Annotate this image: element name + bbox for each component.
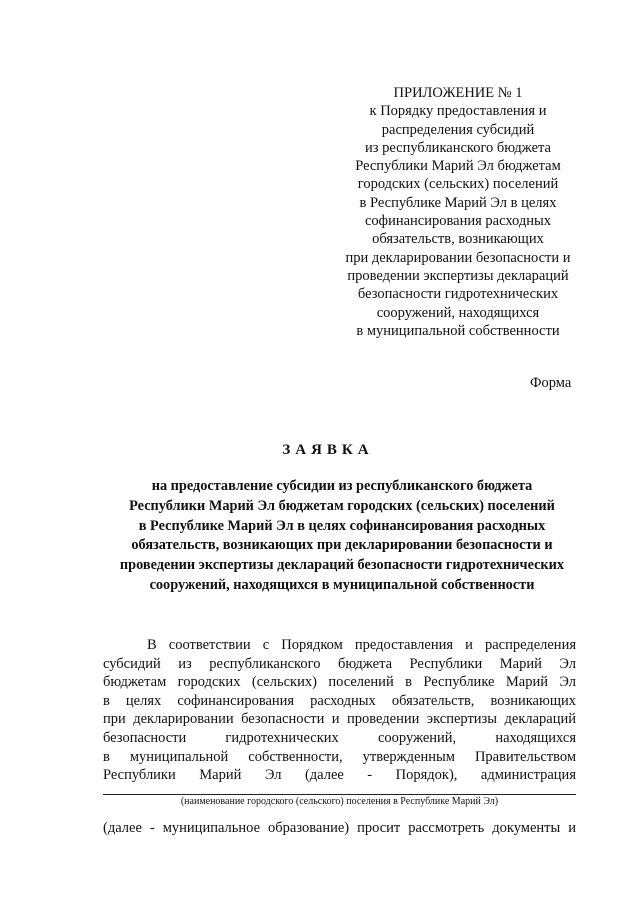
fill-in-caption: (наименование городского (сельского) поселения в Республике Марий Эл) <box>180 796 499 807</box>
appendix-line: распределения субсидий <box>381 121 535 138</box>
body-line: безопасности гидротехнических сооружений, находящихся <box>103 729 576 746</box>
subtitle-line: на предоставление субсидии из республиканского бюджета <box>151 478 533 494</box>
form-label: Форма <box>530 375 572 391</box>
fill-in-line <box>103 794 576 795</box>
appendix-line: безопасности гидротехнических <box>357 286 559 303</box>
subtitle-line: сооружений, находящихся в муниципальной собственности <box>149 576 535 593</box>
appendix-line: сооружений, находящихся <box>376 304 540 321</box>
document-subtitle <box>100 477 584 596</box>
body-line: бюджетам городских (сельских) поселений в Республике Марий Эл <box>103 674 576 691</box>
appendix-line: в Республике Марий Эл в целях <box>359 194 557 211</box>
subtitle-line: Республики Марий Эл бюджетам городских (сельских) поселений <box>129 497 555 514</box>
appendix-line: городских (сельских) поселений <box>357 176 559 193</box>
appendix-line: Республики Марий Эл бюджетам <box>355 158 561 175</box>
body-line: в целях софинансирования расходных обязательств, возникающих <box>103 692 576 709</box>
body-line: субсидий из республиканского бюджета Республики Марий Эл <box>103 655 576 672</box>
appendix-line: при декларировании безопасности и <box>345 249 571 266</box>
body-paragraph <box>103 636 576 785</box>
body-line: в муниципальной собственности, утвержденным Правительством <box>103 748 576 765</box>
body-line: при декларировании безопасности и проведении экспертизы деклараций <box>103 711 576 728</box>
appendix-line: к Порядку предоставления и <box>369 103 547 120</box>
appendix-line: из республиканского бюджета <box>365 139 551 156</box>
subtitle-line: обязательств, возникающих при декларировании безопасности и <box>131 537 553 554</box>
document-title: ЗАЯВКА <box>282 442 374 458</box>
body-line: Республики Марий Эл (далее - Порядок), администрация <box>103 767 576 784</box>
appendix-line: в муниципальной собственности <box>356 322 560 339</box>
appendix-line: софинансирования расходных <box>365 213 551 230</box>
body-continuation-line: (далее - муниципальное образование) просит рассмотреть документы и <box>103 820 576 836</box>
body-line: В соответствии с Порядком предоставления и распределения <box>147 637 576 653</box>
appendix-heading: ПРИЛОЖЕНИЕ № 1 <box>393 85 523 101</box>
appendix-block <box>330 84 586 340</box>
subtitle-line: в Республике Марий Эл в целях софинансирования расходных <box>138 517 546 534</box>
appendix-line: обязательств, возникающих <box>372 231 544 248</box>
subtitle-line: проведении экспертизы деклараций безопасности гидротехнических <box>119 557 565 574</box>
appendix-line: проведении экспертизы деклараций <box>347 267 569 284</box>
